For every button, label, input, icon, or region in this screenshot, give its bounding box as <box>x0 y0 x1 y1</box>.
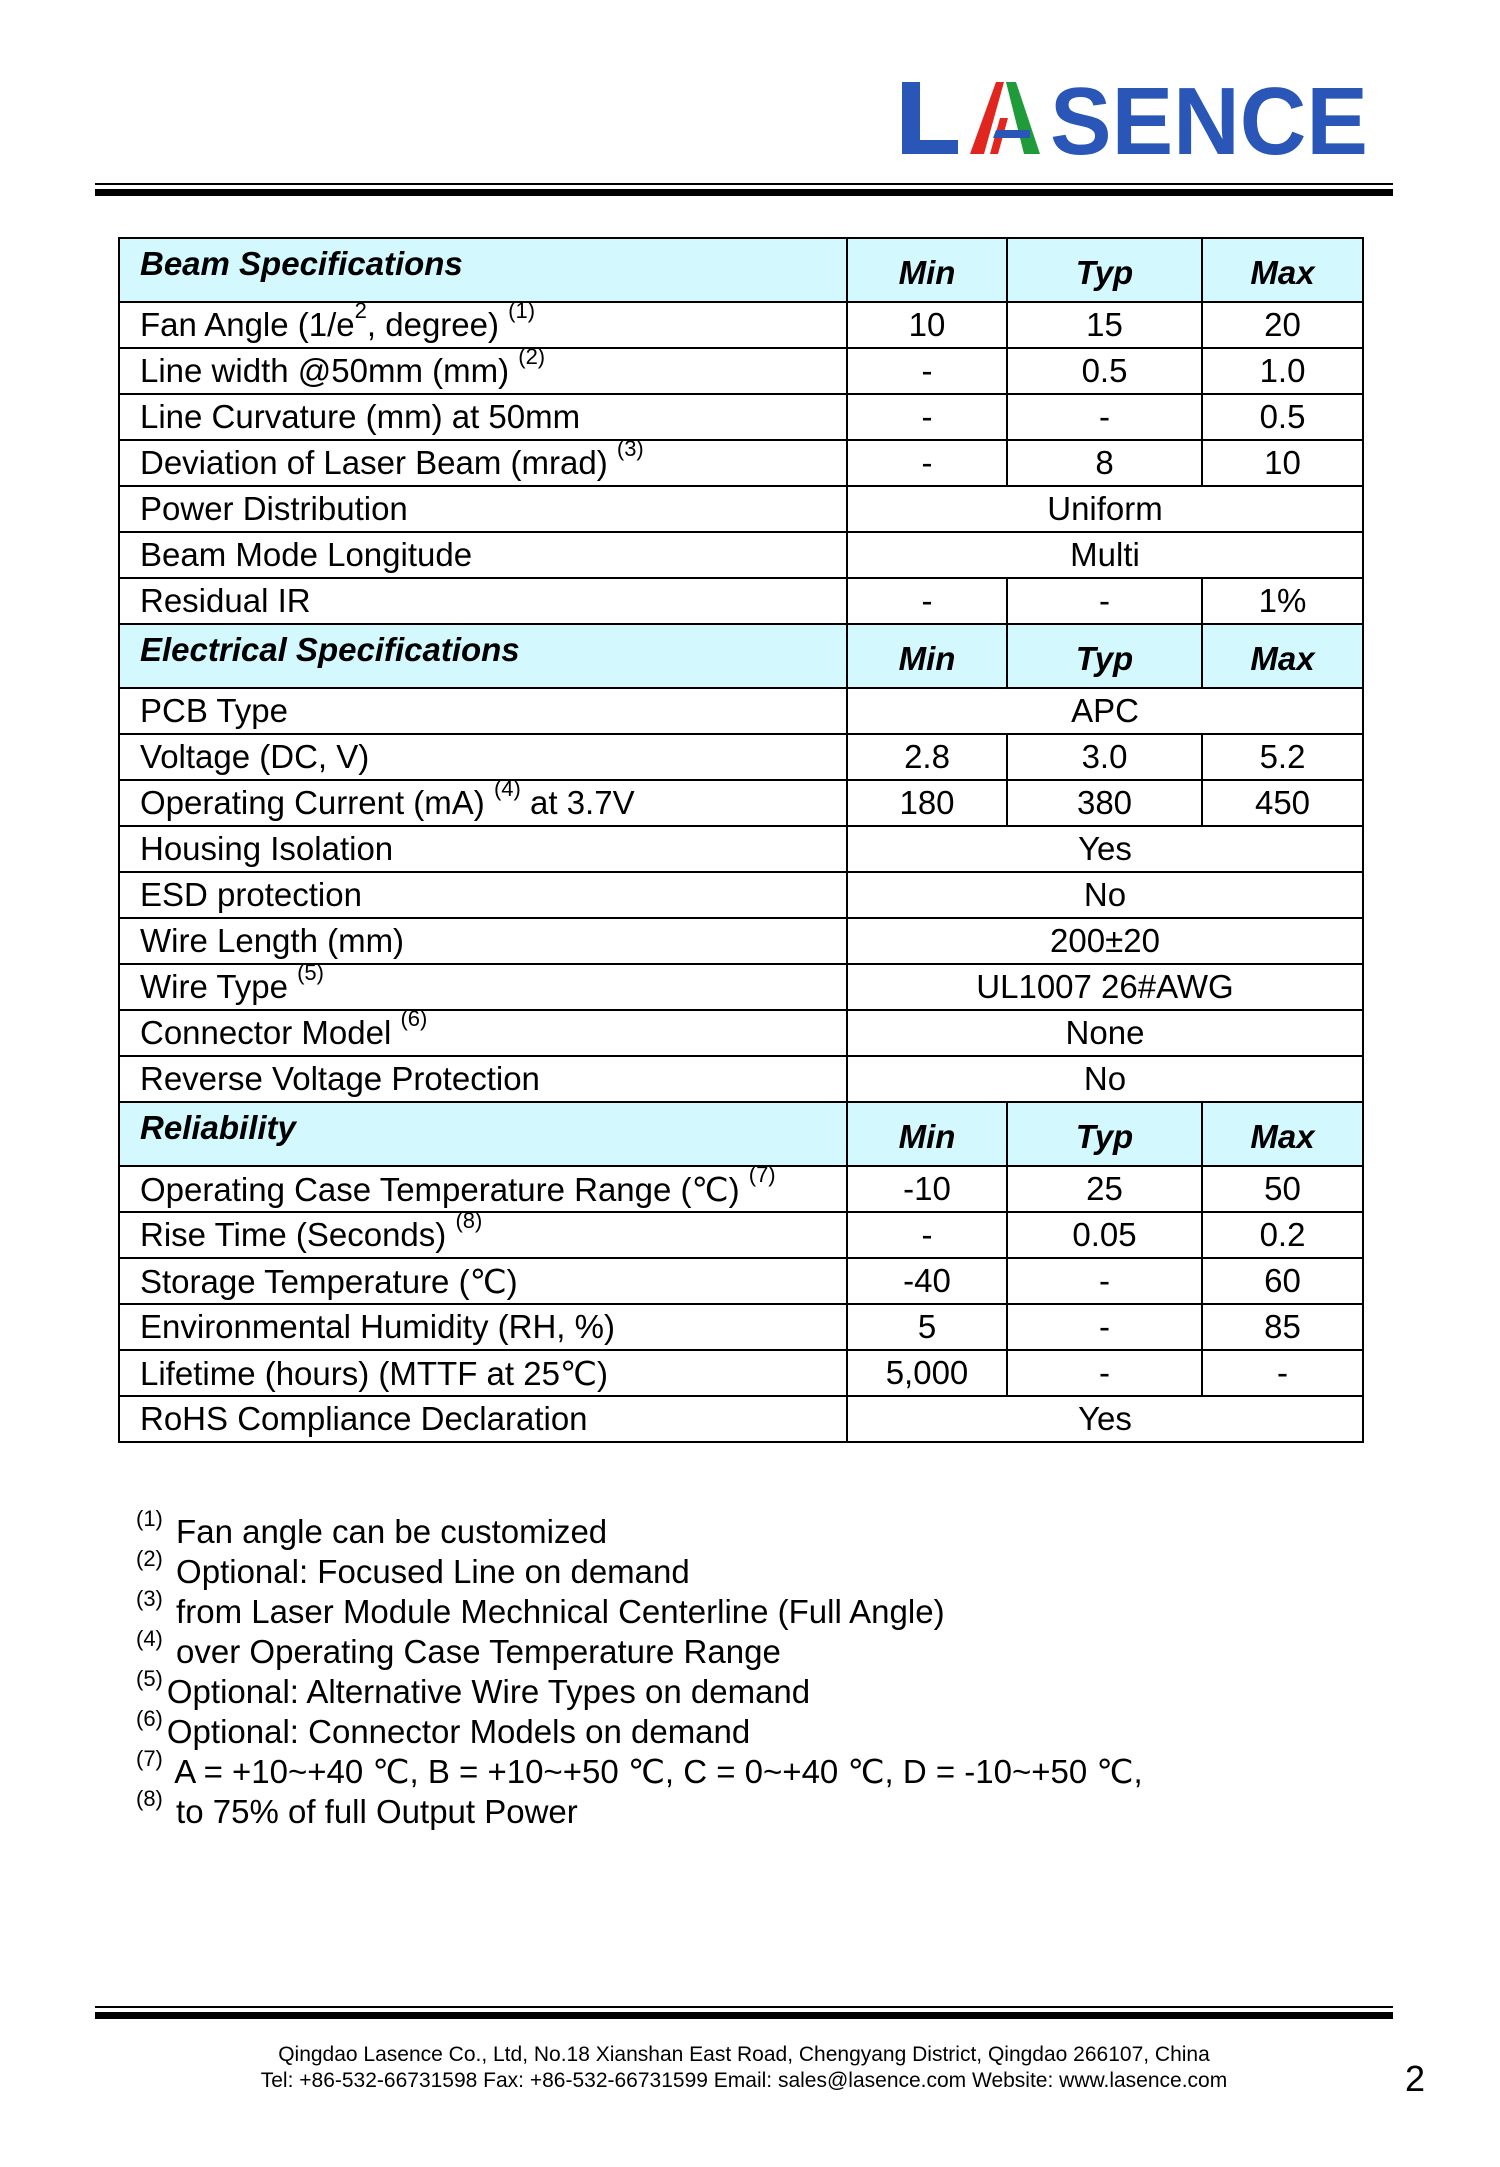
row-value-min: - <box>847 394 1007 440</box>
row-value-max: 0.2 <box>1202 1212 1363 1258</box>
footnote-mark: (7) <box>136 1746 163 1771</box>
column-header-max: Max <box>1202 1102 1363 1166</box>
footnote-ref: (5) <box>297 960 324 985</box>
row-label: Operating Case Temperature Range (℃) $^{(7)}$ <box>119 1166 847 1212</box>
footnote-ref: (2) <box>518 344 546 369</box>
row-value-typ: 3.0 <box>1007 734 1202 780</box>
column-header-typ: Typ <box>1007 1102 1202 1166</box>
footnote: $^{(6)}$ Optional: Connector Models on demand <box>136 1706 751 1750</box>
row-label: Connector Model $^{(6)}$ <box>119 1010 847 1056</box>
row-label: Reverse Voltage Protection <box>119 1056 847 1102</box>
row-value: No <box>847 872 1363 918</box>
footnote: $^{(2)}$ Optional: Focused Line on demand <box>136 1546 690 1590</box>
row-label: Lifetime (hours) (MTTF at 25℃) <box>119 1350 847 1396</box>
footnote-mark: (5) <box>136 1666 163 1691</box>
footnote-ref: (1) <box>508 298 536 323</box>
row-value-max: 0.5 <box>1202 394 1363 440</box>
section-header-row <box>119 1102 1363 1166</box>
row-value-typ: - <box>1007 1304 1202 1350</box>
table-row <box>119 578 1363 624</box>
row-value-max: 85 <box>1202 1304 1363 1350</box>
footer-rule <box>95 2006 1393 2019</box>
footnote: $^{(3)}$ from Laser Module Mechnical Centerline (Full Angle) <box>136 1586 945 1630</box>
table-row <box>119 440 1363 486</box>
table-row <box>119 1212 1363 1258</box>
footnote: $^{(4)}$ over Operating Case Temperature Range <box>136 1626 781 1670</box>
footnote-mark: (2) <box>136 1546 163 1571</box>
footnote: $^{(5)}$ Optional: Alternative Wire Types on demand <box>136 1666 811 1710</box>
table-row <box>119 918 1363 964</box>
footnote-ref: (3) <box>616 436 644 461</box>
svg-text:SENCE: SENCE <box>1050 78 1368 158</box>
table-row <box>119 1396 1363 1442</box>
table-row <box>119 1010 1363 1056</box>
footnote-mark: (1) <box>136 1506 163 1531</box>
row-value: Yes <box>847 826 1363 872</box>
row-value-max: 5.2 <box>1202 734 1363 780</box>
table-row <box>119 1166 1363 1212</box>
table-row <box>119 302 1363 348</box>
row-value-min: - <box>847 348 1007 394</box>
table-row <box>119 780 1363 826</box>
row-label: Environmental Humidity (RH, %) <box>119 1304 847 1350</box>
row-label: Wire Type $^{(5)}$ <box>119 964 847 1010</box>
table-row <box>119 394 1363 440</box>
row-value-typ: - <box>1007 1258 1202 1304</box>
row-label: PCB Type <box>119 688 847 734</box>
table-row <box>119 826 1363 872</box>
table-row <box>119 348 1363 394</box>
section-header-row <box>119 624 1363 688</box>
row-value-max: 20 <box>1202 302 1363 348</box>
column-header-max: Max <box>1202 624 1363 688</box>
row-value-max: 10 <box>1202 440 1363 486</box>
row-label: Fan Angle ($1/e^2$, degree) $^{(1)}$ <box>119 302 847 348</box>
row-label: Operating Current (mA) $^{(4)}$ at 3.7V <box>119 780 847 826</box>
footnote-ref: (6) <box>400 1006 428 1031</box>
row-label: RoHS Compliance Declaration <box>119 1396 847 1442</box>
row-value-min: - <box>847 440 1007 486</box>
spec-table <box>118 237 1364 1443</box>
row-value: Uniform <box>847 486 1363 532</box>
page-number: 2 <box>1405 2058 1426 2099</box>
row-label: Rise Time (Seconds) $^{(8)}$ <box>119 1212 847 1258</box>
row-value-typ: 0.5 <box>1007 348 1202 394</box>
row-value: APC <box>847 688 1363 734</box>
row-value-typ: 380 <box>1007 780 1202 826</box>
row-value: None <box>847 1010 1363 1056</box>
row-value-typ: - <box>1007 1350 1202 1396</box>
row-value-min: -10 <box>847 1166 1007 1212</box>
table-row <box>119 734 1363 780</box>
row-label: Deviation of Laser Beam (mrad) $^{(3)}$ <box>119 440 847 486</box>
row-value: Yes <box>847 1396 1363 1442</box>
table-row <box>119 1056 1363 1102</box>
row-value-max: 450 <box>1202 780 1363 826</box>
table-row <box>119 964 1363 1010</box>
row-label: ESD protection <box>119 872 847 918</box>
section-title: Electrical Specifications <box>119 624 847 688</box>
row-label: Storage Temperature (℃) <box>119 1258 847 1304</box>
row-label: Line width @50mm (mm) $^{(2)}$ <box>119 348 847 394</box>
row-label: Housing Isolation <box>119 826 847 872</box>
row-value-typ: - <box>1007 578 1202 624</box>
row-value-min: 2.8 <box>847 734 1007 780</box>
row-value: UL1007 26#AWG <box>847 964 1363 1010</box>
row-label: Line Curvature (mm) at 50mm <box>119 394 847 440</box>
footnote-mark: (8) <box>136 1786 163 1811</box>
row-label: Residual IR <box>119 578 847 624</box>
row-value-min: 10 <box>847 302 1007 348</box>
table-row <box>119 688 1363 734</box>
row-value-typ: - <box>1007 394 1202 440</box>
section-header-row <box>119 238 1363 302</box>
row-value-max: 60 <box>1202 1258 1363 1304</box>
row-label: Power Distribution <box>119 486 847 532</box>
row-value-max: 50 <box>1202 1166 1363 1212</box>
table-row <box>119 486 1363 532</box>
row-value-min: 180 <box>847 780 1007 826</box>
row-value: Multi <box>847 532 1363 578</box>
row-value: 200±20 <box>847 918 1363 964</box>
footnote: $^{(8)}$ to 75% of full Output Power <box>136 1786 578 1830</box>
footnote-ref: (7) <box>748 1161 776 1187</box>
row-value-max: 1.0 <box>1202 348 1363 394</box>
row-label: Beam Mode Longitude <box>119 532 847 578</box>
row-label: Wire Length (mm) <box>119 918 847 964</box>
row-value-typ: 0.05 <box>1007 1212 1202 1258</box>
lasence-logo <box>900 78 1370 158</box>
row-value-min: - <box>847 1212 1007 1258</box>
column-header-min: Min <box>847 1102 1007 1166</box>
row-value-min: - <box>847 578 1007 624</box>
footnote-mark: (4) <box>136 1626 163 1651</box>
table-row <box>119 1350 1363 1396</box>
column-header-max: Max <box>1202 238 1363 302</box>
footnote-ref: (4) <box>493 776 521 801</box>
column-header-typ: Typ <box>1007 238 1202 302</box>
section-title: Reliability <box>119 1102 847 1166</box>
footnotes <box>136 1506 1143 1832</box>
table-row <box>119 1258 1363 1304</box>
footer-contact: Tel: +86-532-66731598 Fax: +86-532-66731599 Email: sales@lasence.com Website: www.lasence.com <box>260 2069 1228 2092</box>
header-rule <box>95 183 1393 196</box>
footnote: $^{(1)}$ Fan angle can be customized <box>136 1506 608 1550</box>
footer <box>95 2042 1393 2094</box>
row-value-typ: 8 <box>1007 440 1202 486</box>
column-header-typ: Typ <box>1007 624 1202 688</box>
footnote-mark: (6) <box>136 1706 163 1731</box>
column-header-min: Min <box>847 624 1007 688</box>
footnote-ref: (8) <box>455 1208 483 1233</box>
footnote: $^{(7)}$ A = +10~+40 ℃, B = +10~+50 ℃, C = 0~+40 ℃, D = -10~+50 ℃, <box>136 1746 1143 1790</box>
column-header-min: Min <box>847 238 1007 302</box>
row-value-min: -40 <box>847 1258 1007 1304</box>
row-value-typ: 25 <box>1007 1166 1202 1212</box>
table-row <box>119 872 1363 918</box>
table-row <box>119 532 1363 578</box>
section-title: Beam Specifications <box>119 238 847 302</box>
row-label: Voltage (DC, V) <box>119 734 847 780</box>
row-value: No <box>847 1056 1363 1102</box>
table-row <box>119 1304 1363 1350</box>
row-value-max: 1% <box>1202 578 1363 624</box>
footer-address: Qingdao Lasence Co., Ltd, No.18 Xianshan East Road, Chengyang District, Qingdao 266107, China <box>278 2043 1210 2066</box>
row-value-min: 5,000 <box>847 1350 1007 1396</box>
row-value-max: - <box>1202 1350 1363 1396</box>
row-value-typ: 15 <box>1007 302 1202 348</box>
superscript: 2 <box>354 298 367 323</box>
footnote-mark: (3) <box>136 1586 163 1611</box>
row-value-min: 5 <box>847 1304 1007 1350</box>
